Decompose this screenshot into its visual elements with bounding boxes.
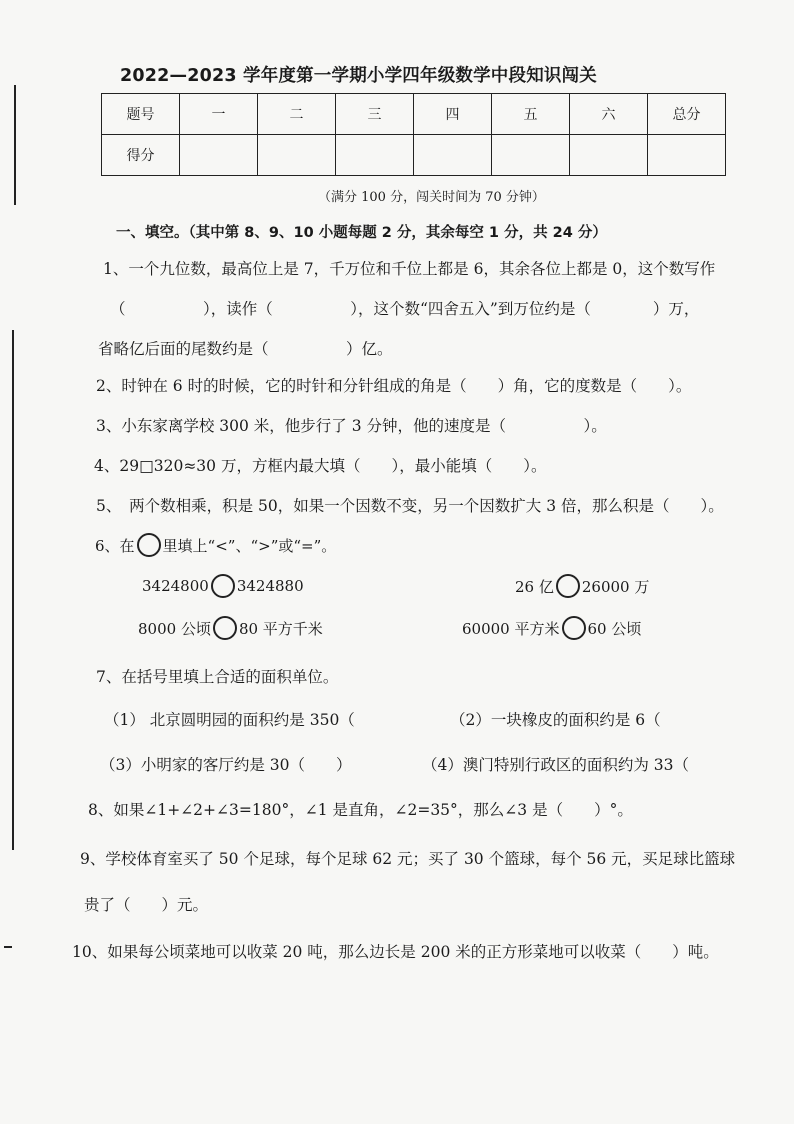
score-header-row — [102, 94, 726, 135]
compare-circle-icon — [137, 533, 161, 557]
score-cell[interactable] — [492, 135, 570, 176]
compare-item — [142, 574, 304, 598]
score-cell[interactable] — [414, 135, 492, 176]
question-6-stem — [95, 533, 336, 557]
compare-left: 8000 公顷 — [138, 619, 211, 638]
question-9-line-2: 贵了（ ）元。 — [84, 896, 209, 914]
compare-circle-icon[interactable] — [556, 574, 580, 598]
compare-right: 80 平方千米 — [238, 619, 323, 638]
binding-margin-line — [14, 85, 16, 205]
compare-circle-icon[interactable] — [562, 616, 586, 640]
section-heading: 一、填空。（其中第 8、9、10 小题每题 2 分，其余每空 1 分，共 24 分） — [116, 225, 607, 241]
score-header-cell: 题号 — [102, 94, 180, 135]
question-6-suffix: 里填上“<”、“>”或“=”。 — [162, 536, 337, 555]
score-header-cell: 三 — [336, 94, 414, 135]
score-cell[interactable] — [258, 135, 336, 176]
score-header-cell: 总分 — [648, 94, 726, 135]
question-3: 3、小东家离学校 300 米，他步行了 3 分钟，他的速度是（ ）。 — [96, 417, 607, 435]
page-title: 2022—2023 学年度第一学期小学四年级数学中段知识闯关 — [120, 66, 598, 86]
compare-left: 60000 平方米 — [462, 619, 560, 638]
question-7-stem: 7、在括号里填上合适的面积单位。 — [96, 668, 339, 686]
score-cell[interactable] — [180, 135, 258, 176]
question-4: 4、29□320≈30 万，方框内最大填（ ），最小能填（ ）。 — [94, 457, 547, 475]
question-9-line-1: 9、学校体育室买了 50 个足球，每个足球 62 元；买了 30 个篮球，每个 56 元，买足球比篮球 — [80, 850, 736, 868]
question-1-line-1: 1、一个九位数，最高位上是 7，千万位和千位上都是 6，其余各位上都是 0，这个数写作 — [103, 260, 716, 278]
compare-right: 26000 万 — [581, 577, 650, 596]
question-5: 5、 两个数相乘，积是 50，如果一个因数不变，另一个因数扩大 3 倍，那么积是（ ）。 — [96, 497, 724, 515]
binding-margin-line — [12, 330, 14, 850]
score-cell[interactable] — [570, 135, 648, 176]
question-10: 10、如果每公顷菜地可以收菜 20 吨，那么边长是 200 米的正方形菜地可以收菜（ ）吨。 — [72, 943, 719, 961]
question-7-item: （4）澳门特别行政区的面积约为 33（ — [422, 756, 690, 774]
compare-item — [462, 616, 641, 640]
score-cell[interactable] — [336, 135, 414, 176]
compare-left: 26 亿 — [515, 577, 554, 596]
score-cell[interactable] — [648, 135, 726, 176]
compare-circle-icon[interactable] — [211, 574, 235, 598]
question-7-item: （3）小明家的客厅约是 30（ ） — [100, 756, 352, 774]
score-header-cell: 六 — [570, 94, 648, 135]
score-row — [102, 135, 726, 176]
question-1-line-3: 省略亿后面的尾数约是（ ）亿。 — [98, 340, 393, 358]
compare-right: 60 公顷 — [587, 619, 642, 638]
score-header-cell: 二 — [258, 94, 336, 135]
score-header-cell: 五 — [492, 94, 570, 135]
score-header-cell: 一 — [180, 94, 258, 135]
compare-left: 3424800 — [142, 577, 209, 595]
score-table — [101, 93, 726, 176]
question-7-item: （1） 北京圆明园的面积约是 350（ — [104, 711, 355, 729]
compare-item — [138, 616, 323, 640]
exam-note: （满分 100 分，闯关时间为 70 分钟） — [318, 190, 545, 205]
margin-tick — [4, 946, 12, 948]
question-2: 2、时钟在 6 时的时候，它的时针和分针组成的角是（ ）角，它的度数是（ ）。 — [96, 377, 692, 395]
compare-circle-icon[interactable] — [213, 616, 237, 640]
question-6-prefix: 6、在 — [95, 536, 135, 555]
score-row-label: 得分 — [102, 135, 180, 176]
question-8: 8、如果∠1+∠2+∠3=180°，∠1 是直角，∠2=35°，那么∠3 是（ ）°。 — [88, 801, 633, 819]
compare-item — [515, 574, 649, 598]
score-header-cell: 四 — [414, 94, 492, 135]
question-7-item: （2）一块橡皮的面积约是 6（ — [450, 711, 661, 729]
question-1-line-2: （ ），读作（ ），这个数“四舍五入”到万位约是（ ）万， — [110, 300, 700, 318]
compare-right: 3424880 — [236, 577, 304, 595]
